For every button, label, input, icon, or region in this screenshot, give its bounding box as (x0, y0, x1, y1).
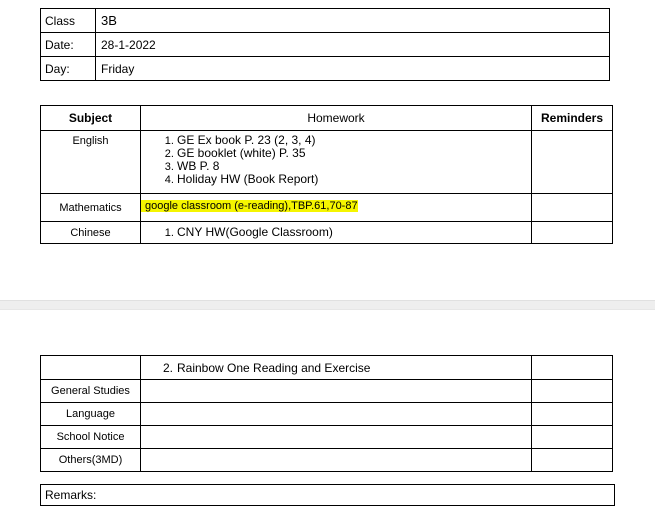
list-item: 2. GE booklet (white) P. 35 (177, 147, 531, 160)
continued-item-text: Rainbow One Reading and Exercise (177, 360, 371, 375)
homework-table (40, 105, 613, 244)
list-item: 3. WB P. 8 (177, 160, 531, 173)
chinese-subject: Chinese (41, 222, 141, 244)
others-reminders (532, 449, 613, 472)
english-homework-list (141, 134, 531, 186)
chinese-reminders (532, 222, 613, 244)
english-subject: English (41, 131, 141, 194)
language-homework (141, 403, 532, 426)
continued-subject (41, 356, 141, 380)
list-item: 4. Holiday HW (Book Report) (177, 173, 531, 186)
general-studies-row (41, 380, 613, 403)
language-reminders (532, 403, 613, 426)
language-row (41, 403, 613, 426)
remarks-label: Remarks: (45, 488, 97, 502)
homework-table-continued (40, 355, 613, 472)
school-notice-homework (141, 426, 532, 449)
school-notice-row (41, 426, 613, 449)
continued-row (41, 356, 613, 380)
reminders-header: Reminders (532, 106, 613, 131)
mathematics-reminders (532, 194, 613, 222)
others-subject: Others(3MD) (41, 449, 141, 472)
date-value: 28-1-2022 (96, 33, 610, 57)
school-notice-reminders (532, 426, 613, 449)
others-row (41, 449, 613, 472)
chinese-homework-list (141, 226, 531, 239)
list-item: 1. GE Ex book P. 23 (2, 3, 4) (177, 134, 531, 147)
list-item: 1. CNY HW(Google Classroom) (177, 226, 531, 239)
day-row (41, 57, 610, 81)
mathematics-homework-text: google classroom (e-reading),TBP.61,70-87 (141, 200, 358, 212)
mathematics-subject: Mathematics (41, 194, 141, 222)
school-notice-subject: School Notice (41, 426, 141, 449)
chinese-row (41, 222, 613, 244)
subject-header: Subject (41, 106, 141, 131)
homework-header: Homework (141, 106, 532, 131)
date-row (41, 33, 610, 57)
mathematics-homework (141, 194, 532, 222)
english-homework (141, 131, 532, 194)
class-row (41, 9, 610, 33)
header-row (41, 106, 613, 131)
chinese-homework (141, 222, 532, 244)
mathematics-row (41, 194, 613, 222)
class-value: 3B (96, 9, 610, 33)
class-label: Class (41, 9, 96, 33)
others-homework (141, 449, 532, 472)
english-reminders (532, 131, 613, 194)
class-info-table (40, 8, 610, 81)
day-value: Friday (96, 57, 610, 81)
day-label: Day: (41, 57, 96, 81)
general-studies-homework (141, 380, 532, 403)
remarks-box (40, 484, 615, 506)
english-row (41, 131, 613, 194)
page-break (0, 300, 655, 310)
date-label: Date: (41, 33, 96, 57)
language-subject: Language (41, 403, 141, 426)
continued-reminders (532, 356, 613, 380)
general-studies-subject: General Studies (41, 380, 141, 403)
continued-item-number: 2. (162, 360, 173, 375)
continued-homework (141, 356, 532, 380)
general-studies-reminders (532, 380, 613, 403)
